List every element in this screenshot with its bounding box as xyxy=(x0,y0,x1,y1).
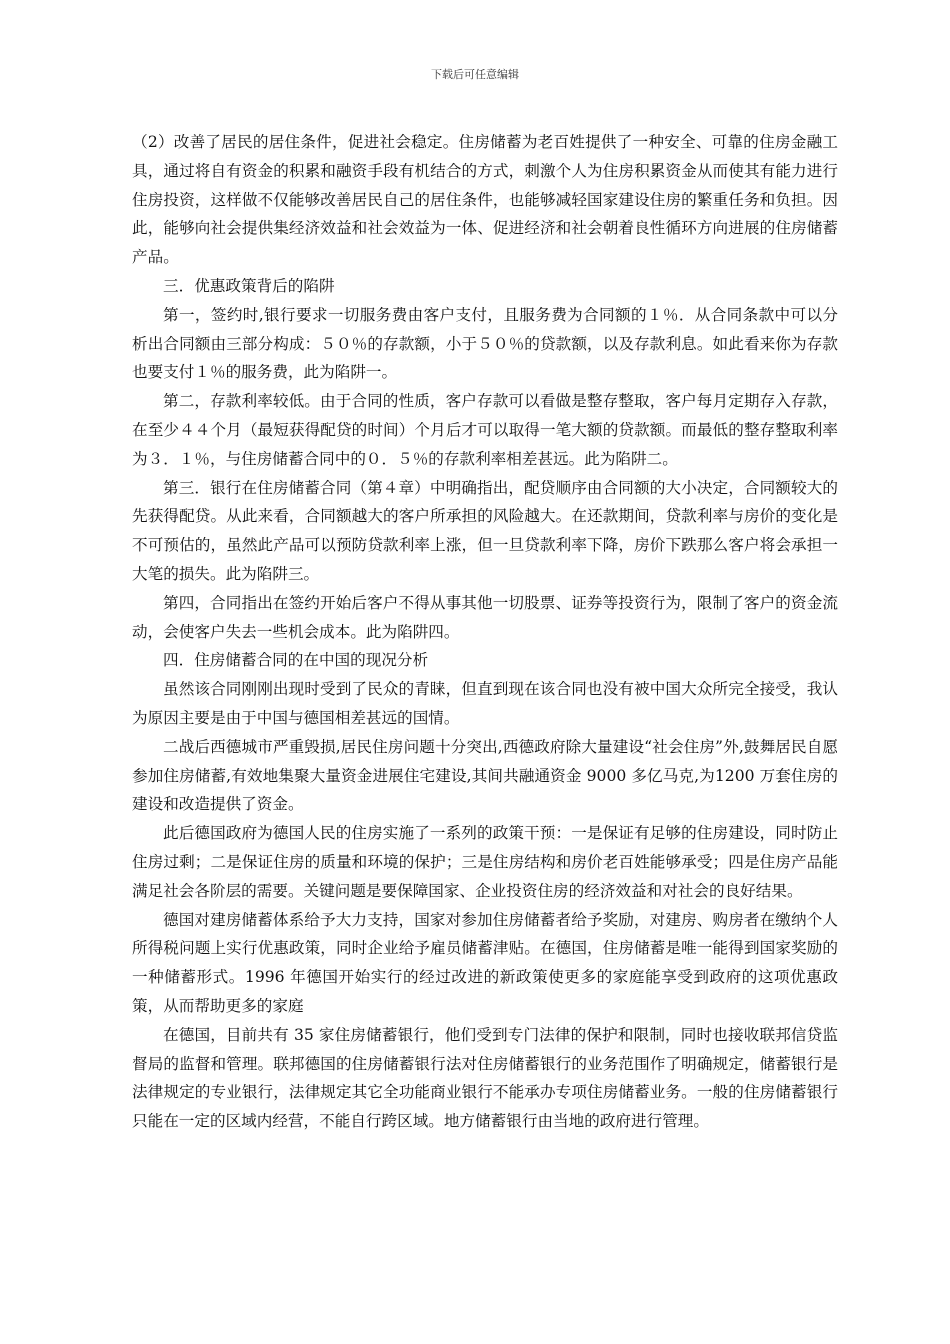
page-header: 下载后可任意编辑 xyxy=(431,68,519,81)
paragraph-german-state-support: 德国对建房储蓄体系给予大力支持，国家对参加住房储蓄者给予奖励，对建房、购房者在缴纳个人所得税问题上实行优惠政策，同时企业给予雇员储蓄津贴。在德国，住房储蓄是唯一能得到国家奖励的一种储蓄形式。1996 年德国开始实行的经过改进的新政策使更多的家庭能享受到政府的这项优惠政策，从而帮助更多的家庭 xyxy=(132,910,838,1015)
paragraph-trap-one: 第一，签约时,银行要求一切服务费由客户支付，且服务费为合同额的１％．从合同条款中可以分析出合同额由三部分构成：５０％的存款额，小于５０％的贷款额，以及存款利息。如此看来你为存款也要支付１％的服务费，此为陷阱一。 xyxy=(132,305,838,382)
paragraph-german-savings-banks: 在德国，目前共有 35 家住房储蓄银行，他们受到专门法律的保护和限制，同时也接收联邦信贷监督局的监督和管理。联邦德国的住房储蓄银行法对住房储蓄银行的业务范围作了明确规定，储蓄银行是法律规定的专业银行，法律规定其它全功能商业银行不能承办专项住房储蓄业务。一般的住房储蓄银行只能在一定的区域内经营，不能自行跨区域。地方储蓄银行由当地的政府进行管理。 xyxy=(132,1025,838,1131)
section-heading-policy-traps: 三．优惠政策背后的陷阱 xyxy=(163,276,335,295)
paragraph-trap-two: 第二，存款利率较低。由于合同的性质，客户存款可以看做是整存整取，客户每月定期存入存款，在至少４４个月（最短获得配贷的时间）个月后才可以取得一笔大额的贷款额。而最低的整存整取利率为３．１％，与住房储蓄合同中的０．５％的存款利率相差甚远。此为陷阱二。 xyxy=(132,392,838,468)
paragraph-postwar-west-germany: 二战后西德城市严重毁损,居民住房问题十分突出,西德政府除大量建设“社会住房”外,鼓舞居民自愿参加住房储蓄,有效地集聚大量资金进展住宅建设,其间共融通资金 9000 多亿马克,为1200 万套住房的建设和改造提供了资金。 xyxy=(132,737,838,814)
paragraph-trap-three: 第三．银行在住房储蓄合同（第４章）中明确指出，配贷顺序由合同额的大小决定，合同额较大的先获得配贷。从此来看，合同额越大的客户所承担的风险越大。在还款期间，贷款利率与房价的变化是不可预估的，虽然此产品可以预防贷款利率上涨，但一旦贷款利率下降，房价下跌那么客户将会承担一大笔的损失。此为陷阱三。 xyxy=(132,478,838,583)
paragraph-china-reception: 虽然该合同刚刚出现时受到了民众的青睐，但直到现在该合同也没有被中国大众所完全接受，我认为原因主要是由于中国与德国相差甚远的国情。 xyxy=(132,680,838,727)
section-heading-china-analysis: 四．住房储蓄合同的在中国的现况分析 xyxy=(163,651,429,670)
document-body xyxy=(132,128,838,1136)
paragraph-housing-savings-benefit: （2）改善了居民的居住条件，促进社会稳定。住房储蓄为老百姓提供了一种安全、可靠的住房金融工具，通过将自有资金的积累和融资手段有机结合的方式，刺激个人为住房积累资金从而使其有能力进行住房投资，这样做不仅能够改善居民自己的居住条件，也能够减轻国家建设住房的繁重任务和负担。因此，能够向社会提供集经济效益和社会效益为一体、促进经济和社会朝着良性循环方向进展的住房储蓄产品。 xyxy=(132,133,838,267)
paragraph-trap-four: 第四，合同指出在签约开始后客户不得从事其他一切股票、证券等投资行为，限制了客户的资金流动，会使客户失去一些机会成本。此为陷阱四。 xyxy=(132,593,838,641)
paragraph-german-policy-intervention: 此后德国政府为德国人民的住房实施了一系列的政策干预：一是保证有足够的住房建设，同时防止住房过剩；二是保证住房的质量和环境的保护；三是住房结构和房价老百姓能够承受；四是住房产品能满足社会各阶层的需要。关键问题是要保障国家、企业投资住房的经济效益和对社会的良好结果。 xyxy=(132,824,838,900)
